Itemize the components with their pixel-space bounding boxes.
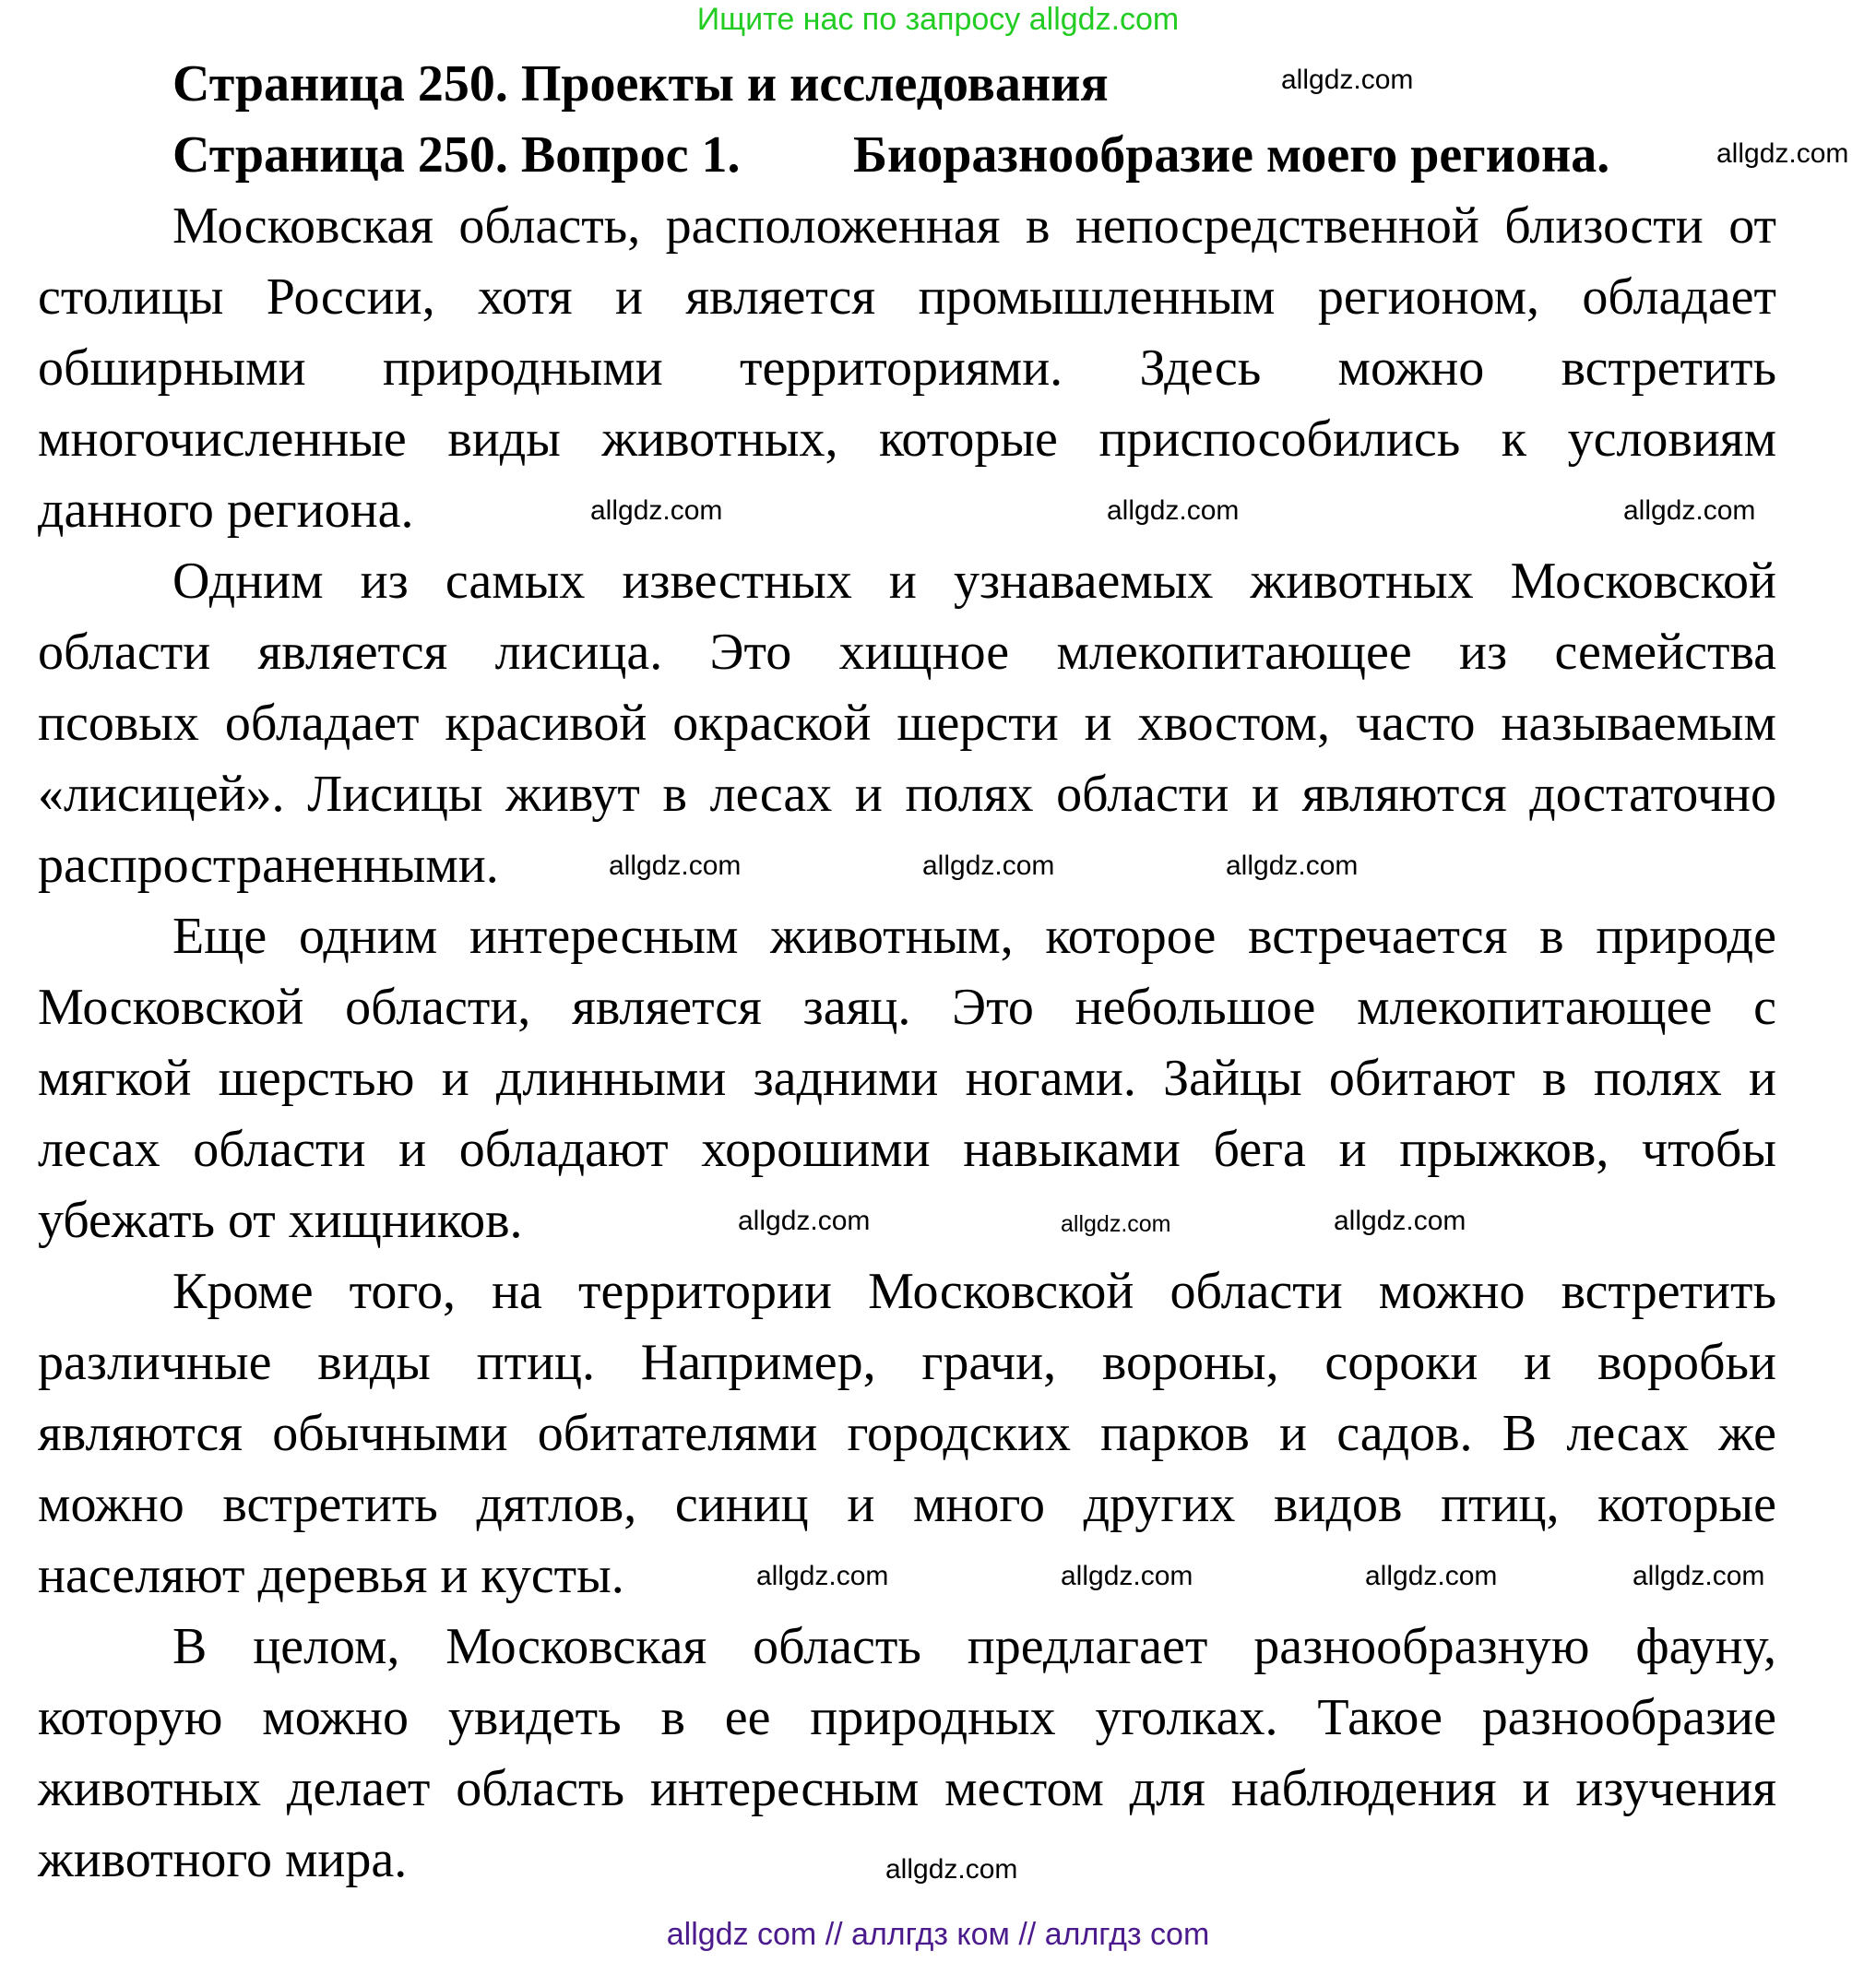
paragraph-3-line: убежать от хищников. — [38, 1192, 523, 1249]
paragraph-1-line: Московская область, расположенная в непосредственной близости от — [172, 197, 1776, 255]
paragraph-1-line: обширными природными территориями. Здесь можно встретить — [38, 339, 1776, 397]
paragraph-5-line: животного мира. — [38, 1831, 408, 1888]
paragraph-4-line: можно встретить дятлов, синиц и много других видов птиц, которые — [38, 1476, 1776, 1533]
watermark: allgdz.com — [1623, 495, 1756, 526]
paragraph-2-line: псовых обладает красивой окраской шерсти и хвостом, часто называемым — [38, 695, 1776, 752]
paragraph-3-line: Еще одним интересным животным, которое встречается в природе — [172, 908, 1776, 965]
watermark: allgdz.com — [1633, 1561, 1765, 1591]
watermark: allgdz.com — [1365, 1561, 1498, 1591]
paragraph-4-line: населяют деревья и кусты. — [38, 1547, 624, 1604]
paragraph-4-line: Кроме того, на территории Московской области можно встретить — [172, 1263, 1776, 1320]
paragraph-4-line: различные виды птиц. Например, грачи, вороны, сороки и воробьи — [38, 1334, 1776, 1391]
watermark: allgdz.com — [1107, 495, 1240, 526]
watermark: allgdz.com — [738, 1206, 871, 1236]
watermark: allgdz.com — [609, 851, 742, 881]
paragraph-1-line: данного региона. — [38, 482, 414, 539]
paragraph-2-line: распространенными. — [38, 837, 499, 894]
footer-links: allgdz com // аллгдз ком // аллгдз com — [666, 1917, 1210, 1952]
paragraph-1-line: столицы России, хотя и является промышленным регионом, обладает — [38, 268, 1776, 326]
watermark: allgdz.com — [590, 495, 723, 526]
watermark: allgdz.com — [1226, 851, 1359, 881]
paragraph-4-line: являются обычными обитателями городских парков и садов. В лесах же — [38, 1405, 1776, 1462]
paragraph-2-line: «лисицей». Лисицы живут в лесах и полях области и являются достаточно — [38, 766, 1776, 823]
paragraph-5-line: животных делает область интересным местом для наблюдения и изучения — [38, 1760, 1776, 1817]
watermark: allgdz.com — [1061, 1211, 1171, 1237]
paragraph-3-line: лесах области и обладают хорошими навыками бега и прыжков, чтобы — [38, 1121, 1776, 1178]
paragraph-3-line: мягкой шерстью и длинными задними ногами. Зайцы обитают в полях и — [38, 1050, 1776, 1107]
watermark: allgdz.com — [922, 851, 1055, 881]
paragraph-5-line: В целом, Московская область предлагает разнообразную фауну, — [172, 1618, 1776, 1675]
watermark: allgdz.com — [885, 1854, 1018, 1885]
paragraph-2-line: Одним из самых известных и узнаваемых животных Московской — [172, 553, 1776, 610]
paragraph-2-line: области является лисица. Это хищное млекопитающее из семейства — [38, 624, 1776, 681]
watermark: allgdz.com — [1281, 65, 1414, 95]
watermark: allgdz.com — [756, 1561, 889, 1591]
question-heading: Страница 250. Вопрос 1. — [172, 126, 741, 184]
paragraph-1-line: многочисленные виды животных, которые приспособились к условиям — [38, 410, 1776, 468]
paragraph-5-line: которую можно увидеть в ее природных уголках. Такое разнообразие — [38, 1689, 1776, 1746]
watermark: allgdz.com — [1716, 138, 1849, 169]
watermark: allgdz.com — [1061, 1561, 1193, 1591]
answer-text — [38, 191, 1776, 1896]
paragraph-3-line: Московской области, является заяц. Это небольшое млекопитающее с — [38, 979, 1776, 1036]
watermark: allgdz.com — [1334, 1206, 1466, 1236]
question-topic: Биоразнообразие моего региона. — [853, 126, 1610, 184]
promo-banner: Ищите нас по запросу allgdz.com — [696, 2, 1180, 37]
page-heading: Страница 250. Проекты и исследования — [172, 55, 1109, 113]
